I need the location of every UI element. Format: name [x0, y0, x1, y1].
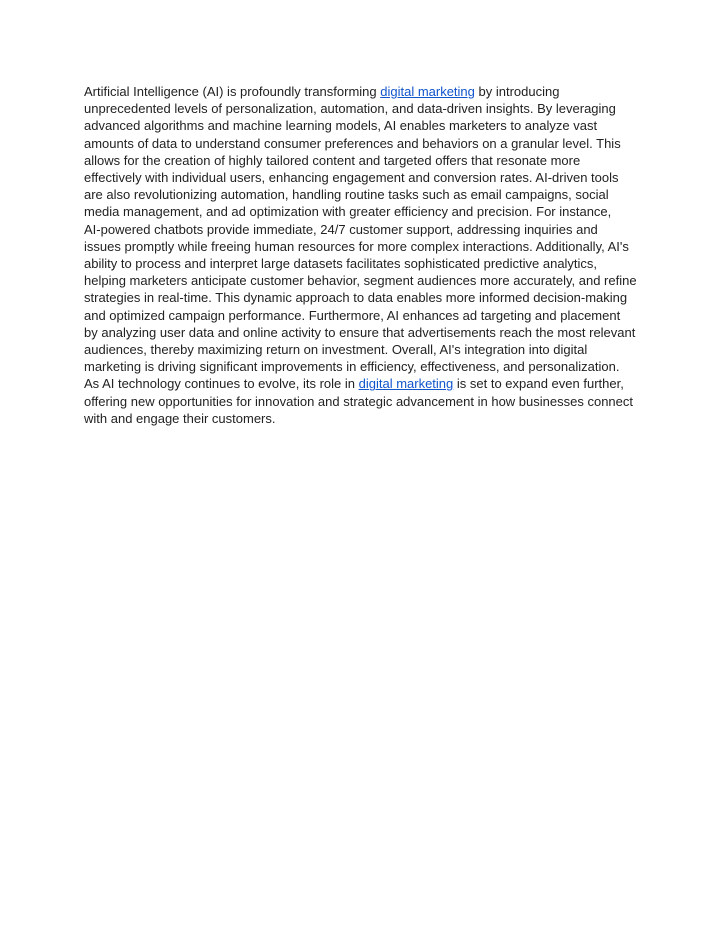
paragraph-line	[84, 375, 644, 392]
line-text-before-link: As AI technology continues to evolve, its role in	[84, 376, 359, 392]
paragraph-line: helping marketers anticipate customer behavior, segment audiences more accurately, and refine	[84, 273, 637, 289]
paragraph-line: with and engage their customers.	[84, 410, 276, 426]
paragraph-line: media management, and ad optimization with greater efficiency and precision. For instance,	[84, 204, 612, 220]
body-paragraph	[84, 83, 644, 427]
digital-marketing-link[interactable]: digital marketing	[358, 376, 454, 392]
paragraph-line: audiences, thereby maximizing return on investment. Overall, AI's integration into digital	[84, 342, 588, 358]
paragraph-line: advanced algorithms and machine learning models, AI enables marketers to analyze vast	[84, 118, 598, 134]
paragraph-line: issues promptly while freeing human resources for more complex interactions. Additionally, AI's	[84, 238, 629, 254]
line-text-after-link: is set to expand even further,	[453, 376, 624, 392]
paragraph-line: marketing is driving significant improvements in efficiency, effectiveness, and personalization.	[84, 359, 620, 375]
paragraph-line: strategies in real-time. This dynamic approach to data enables more informed decision-making	[84, 290, 628, 306]
digital-marketing-link[interactable]: digital marketing	[380, 84, 475, 99]
paragraph-line: by analyzing user data and online activity to ensure that advertisements reach the most relevant	[84, 324, 636, 340]
paragraph-line: amounts of data to understand consumer preferences and behaviors on a granular level. This	[84, 135, 621, 151]
paragraph-line	[84, 83, 644, 100]
paragraph-line: offering new opportunities for innovation and strategic advancement in how businesses connect	[84, 393, 633, 409]
paragraph-line: effectively with individual users, enhancing engagement and conversion rates. AI-driven tools	[84, 170, 619, 186]
paragraph-line: are also revolutionizing automation, handling routine tasks such as email campaigns, social	[84, 187, 609, 203]
paragraph-line: allows for the creation of highly tailored content and targeted offers that resonate more	[84, 152, 581, 168]
line-text-after-link: by introducing	[474, 84, 560, 99]
paragraph-line: AI-powered chatbots provide immediate, 24/7 customer support, addressing inquiries and	[84, 221, 598, 237]
paragraph-line: and optimized campaign performance. Furthermore, AI enhances ad targeting and placement	[84, 307, 621, 323]
line-text-before-link: Artificial Intelligence (AI) is profoundly transforming	[84, 84, 381, 99]
paragraph-line: ability to process and interpret large datasets facilitates sophisticated predictive analytics,	[84, 256, 598, 272]
paragraph-line: unprecedented levels of personalization, automation, and data-driven insights. By leveraging	[84, 101, 616, 117]
